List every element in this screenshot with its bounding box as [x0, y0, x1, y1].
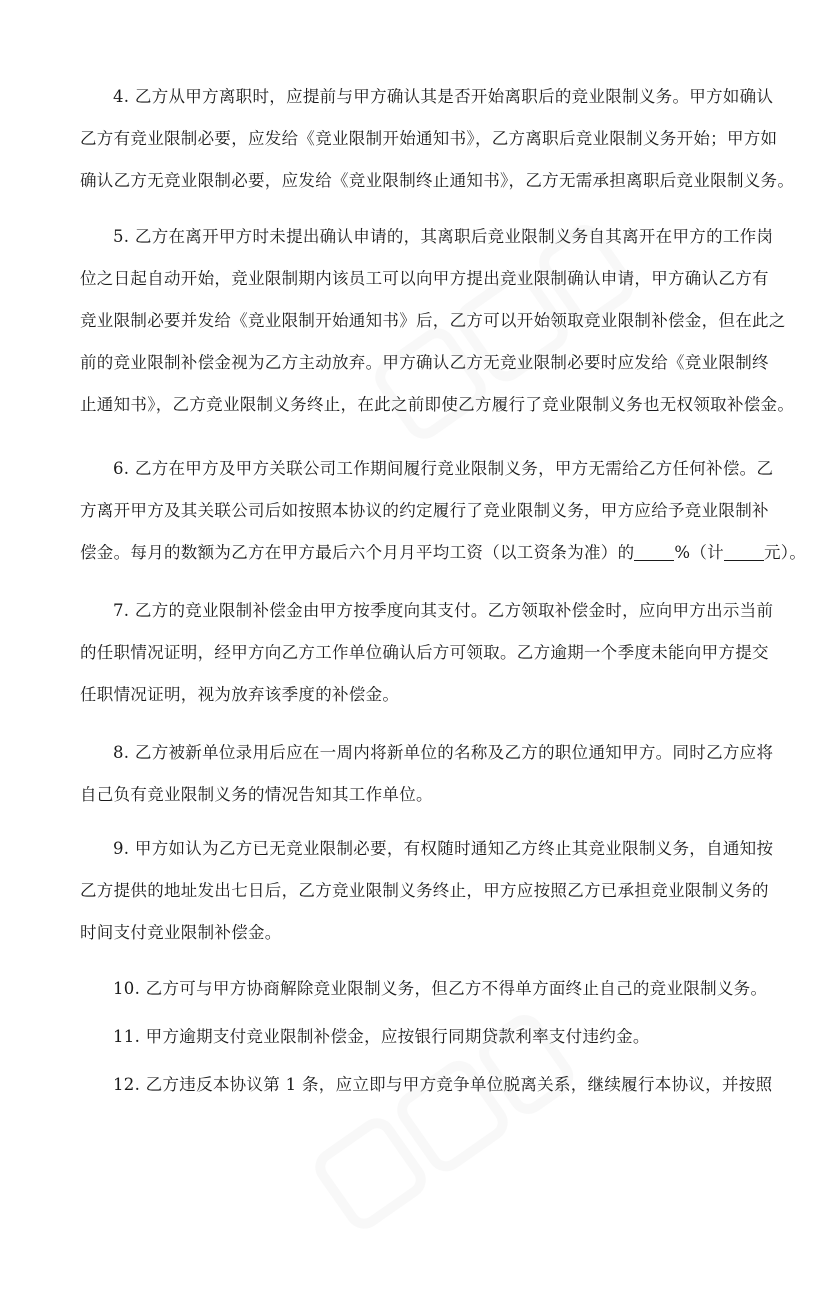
clause-8-line-2: 自己负有竞业限制义务的情况告知其工作单位。 — [80, 785, 433, 804]
clause-10 — [80, 968, 770, 1010]
clause-7-line-2: 的任职情况证明，经甲方向乙方工作单位确认后方可领取。乙方逾期一个季度未能向甲方提交 — [80, 643, 769, 662]
clause-9-line-3: 时间支付竞业限制补偿金。 — [80, 923, 282, 942]
clause-6-line-1: 6. 乙方在甲方及甲方关联公司工作期间履行竞业限制义务，甲方无需给乙方任何补偿。乙 — [113, 459, 774, 478]
clause-6-line-2: 方离开甲方及其关联公司后如按照本协议的约定履行了竞业限制义务，甲方应给予竞业限制补 — [80, 501, 769, 520]
clause-4-line-1: 4. 乙方从甲方离职时，应提前与甲方确认其是否开始离职后的竞业限制义务。甲方如确认 — [113, 87, 774, 106]
clause-5 — [80, 216, 795, 426]
clause-11 — [80, 1016, 770, 1058]
clause-6 — [80, 448, 807, 574]
clause-8 — [80, 732, 774, 816]
clause-5-line-3: 竞业限制必要并发给《竞业限制开始通知书》后，乙方可以开始领取竞业限制补偿金，但在此之 — [80, 311, 786, 330]
percent-label: %（计 — [674, 543, 724, 562]
clause-12 — [80, 1064, 773, 1106]
clause-9-line-2: 乙方提供的地址发出七日后，乙方竞业限制义务终止，甲方应按照乙方已承担竞业限制义务的 — [80, 881, 769, 900]
compensation-text: 偿金。每月的数额为乙方在甲方最后六个月月平均工资（以工资条为准）的 — [80, 543, 635, 562]
percent-blank[interactable] — [634, 544, 674, 562]
clause-9-line-1: 9. 甲方如认为乙方已无竞业限制必要，有权随时通知乙方终止其竞业限制义务，自通知按 — [113, 839, 774, 858]
amount-blank[interactable] — [724, 544, 764, 562]
clause-4-line-2: 乙方有竞业限制必要，应发给《竞业限制开始通知书》，乙方离职后竞业限制义务开始；甲方如 — [80, 129, 778, 148]
clause-5-line-2: 位之日起自动开始，竞业限制期内该员工可以向甲方提出竞业限制确认申请，甲方确认乙方有 — [80, 269, 769, 288]
clause-5-line-5: 止通知书》，乙方竞业限制义务终止，在此之前即使乙方履行了竞业限制义务也无权领取补偿金。 — [80, 395, 795, 414]
clause-4 — [80, 76, 795, 202]
clause-5-line-1: 5. 乙方在离开甲方时未提出确认申请的，其离职后竞业限制义务自其离开在甲方的工作岗 — [113, 227, 774, 246]
clause-12-line-1: 12. 乙方违反本协议第 1 条，应立即与甲方竞争单位脱离关系，继续履行本协议，并按照 — [113, 1075, 773, 1094]
clause-7-line-1: 7. 乙方的竞业限制补偿金由甲方按季度向其支付。乙方领取补偿金时，应向甲方出示当前 — [113, 601, 774, 620]
clause-7 — [80, 590, 774, 716]
clause-6-line-3 — [80, 532, 807, 574]
clause-5-line-4: 前的竞业限制补偿金视为乙方主动放弃。甲方确认乙方无竞业限制必要时应发给《竞业限制终 — [80, 353, 769, 372]
clause-4-line-3: 确认乙方无竞业限制必要，应发给《竞业限制终止通知书》，乙方无需承担离职后竞业限制义务。 — [80, 171, 795, 190]
clause-8-line-1: 8. 乙方被新单位录用后应在一周内将新单位的名称及乙方的职位通知甲方。同时乙方应将 — [113, 743, 774, 762]
clause-10-line-1: 10. 乙方可与甲方协商解除竞业限制义务，但乙方不得单方面终止自己的竞业限制义务。 — [113, 979, 768, 998]
clause-11-line-1: 11. 甲方逾期支付竞业限制补偿金，应按银行同期贷款利率支付违约金。 — [113, 1027, 650, 1046]
clause-9 — [80, 828, 774, 954]
amount-unit: 元）。 — [764, 543, 807, 562]
clause-7-line-3: 任职情况证明，视为放弃该季度的补偿金。 — [80, 685, 400, 704]
